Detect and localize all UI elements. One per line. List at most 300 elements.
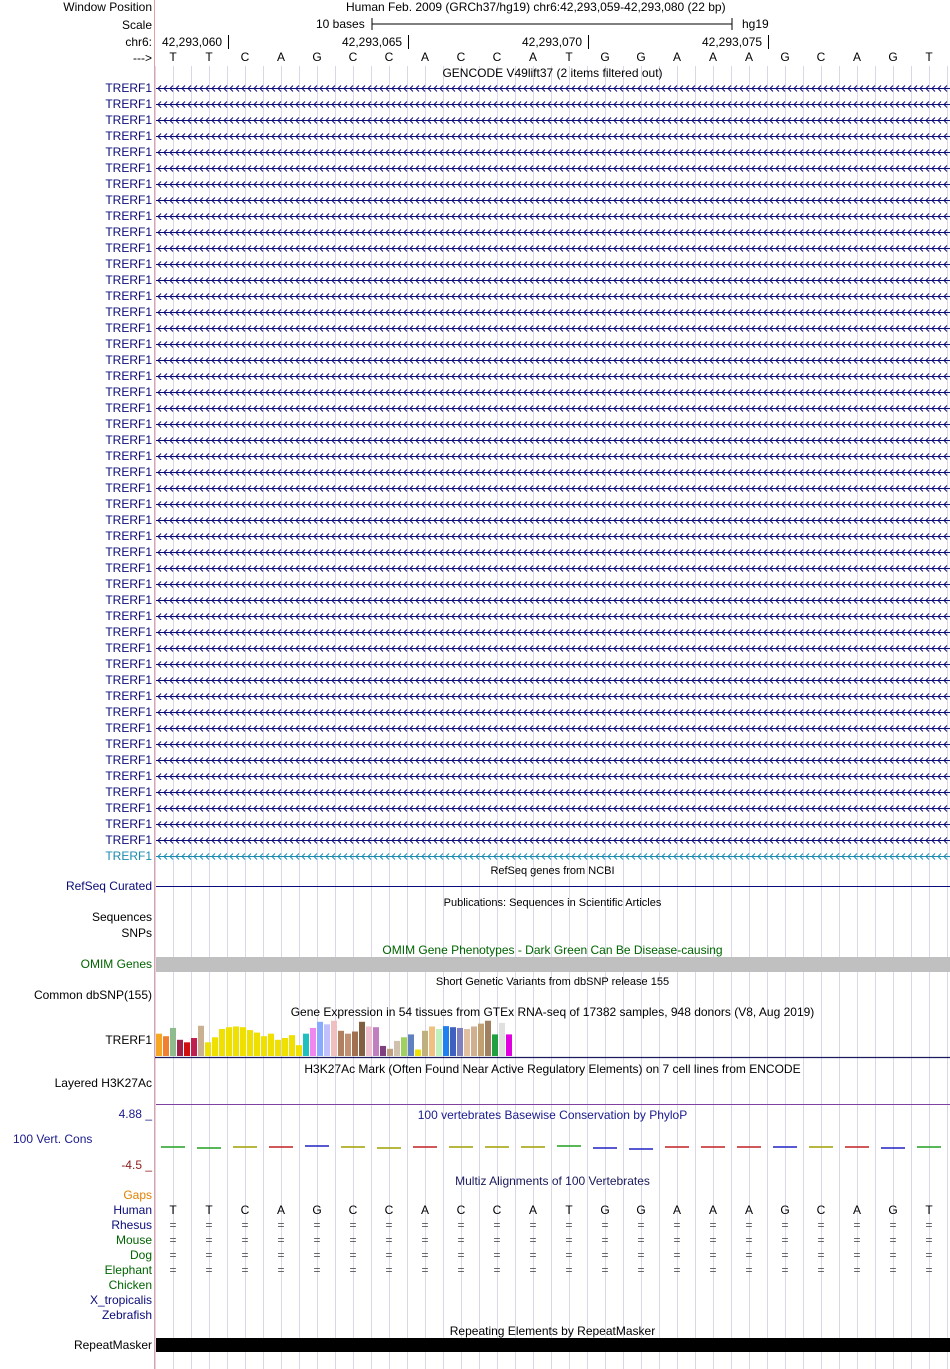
gtex-tissue-bar	[191, 1038, 197, 1056]
multiz-match-mark: =	[853, 1233, 861, 1247]
coordinate-tick	[228, 35, 229, 49]
multiz-base-letter: T	[925, 1203, 933, 1217]
base-letter: C	[492, 50, 502, 64]
species-label[interactable]: Elephant	[104, 1263, 152, 1277]
phylop-track-title: 100 vertebrates Basewise Conservation by PhyloP	[417, 1108, 688, 1122]
gtex-tissue-bar	[408, 1034, 414, 1056]
species-label[interactable]: Zebrafish	[101, 1308, 152, 1322]
gencode-transcript-row[interactable]	[0, 672, 950, 688]
gencode-gene-label[interactable]: TRERF1	[105, 209, 152, 223]
multiz-match-mark: =	[817, 1248, 825, 1262]
gencode-gene-label[interactable]: TRERF1	[105, 689, 152, 703]
multiz-base-letter: A	[528, 1203, 537, 1217]
coordinate-label: 42,293,065	[342, 35, 403, 49]
gencode-gene-label[interactable]: TRERF1	[105, 321, 152, 335]
multiz-match-mark: =	[709, 1248, 717, 1262]
gencode-intron-line	[156, 816, 950, 832]
multiz-match-mark: =	[637, 1218, 645, 1232]
multiz-match-mark: =	[637, 1233, 645, 1247]
gtex-tissue-bar	[352, 1032, 358, 1056]
gencode-transcript-row[interactable]	[0, 608, 950, 624]
gencode-gene-label[interactable]: TRERF1	[105, 433, 152, 447]
gencode-transcript-row[interactable]	[0, 416, 950, 432]
gencode-transcript-row[interactable]	[0, 432, 950, 448]
multiz-base-letter: G	[888, 1203, 898, 1217]
gencode-transcript-row[interactable]	[0, 352, 950, 368]
gencode-track-title: GENCODE V49lift37 (2 items filtered out)	[442, 66, 663, 80]
multiz-base-letter: C	[384, 1203, 394, 1217]
base-letter: T	[925, 50, 933, 64]
gtex-tissue-bar	[499, 1023, 505, 1056]
gencode-gene-label[interactable]: TRERF1	[105, 497, 152, 511]
multiz-base-letter: C	[348, 1203, 358, 1217]
multiz-match-mark: =	[277, 1218, 285, 1232]
gencode-transcript-row[interactable]	[0, 656, 950, 672]
gencode-gene-label[interactable]: TRERF1	[105, 673, 152, 687]
multiz-match-mark: =	[529, 1263, 537, 1277]
refseq-gene-line[interactable]	[156, 886, 950, 887]
gencode-transcript-row[interactable]	[0, 528, 950, 544]
gencode-gene-label[interactable]: TRERF1	[105, 609, 152, 623]
gencode-intron-line	[156, 592, 950, 608]
base-letter: T	[169, 50, 177, 64]
gencode-transcript-row[interactable]	[0, 464, 950, 480]
base-letter: C	[816, 50, 826, 64]
phylop-max-label: 4.88 _	[118, 1107, 152, 1121]
gencode-intron-line	[156, 400, 950, 416]
publications-track-title: Publications: Sequences in Scientific Articles	[443, 897, 662, 909]
multiz-match-mark: =	[493, 1218, 501, 1232]
coordinate-tick	[588, 35, 589, 49]
coordinate-tick	[408, 35, 409, 49]
multiz-match-mark: =	[421, 1218, 429, 1232]
gtex-tissue-bar	[177, 1040, 183, 1056]
multiz-base-letter: G	[600, 1203, 610, 1217]
gencode-gene-label[interactable]: TRERF1	[105, 785, 152, 799]
gtex-tissue-bar	[233, 1026, 239, 1056]
gencode-transcript-row[interactable]	[0, 832, 950, 848]
gtex-tissue-bar	[471, 1026, 477, 1056]
gencode-gene-label[interactable]: TRERF1	[105, 177, 152, 191]
h3k27ac-track-title: H3K27Ac Mark (Often Found Near Active Regulatory Elements) on 7 cell lines from ENCODE	[304, 1062, 801, 1076]
gencode-gene-label[interactable]: TRERF1	[105, 305, 152, 319]
multiz-match-mark: =	[241, 1263, 249, 1277]
species-label[interactable]: Dog	[129, 1248, 152, 1262]
gencode-gene-label[interactable]: TRERF1	[105, 129, 152, 143]
gencode-transcript-row[interactable]	[0, 688, 950, 704]
gencode-transcript-row[interactable]	[0, 848, 950, 864]
multiz-match-mark: =	[781, 1263, 789, 1277]
multiz-match-mark: =	[493, 1233, 501, 1247]
gencode-gene-label[interactable]: TRERF1	[105, 481, 152, 495]
multiz-match-mark: =	[205, 1263, 213, 1277]
multiz-base-letter: T	[169, 1203, 177, 1217]
gencode-intron-line	[156, 320, 950, 336]
gencode-intron-line	[156, 752, 950, 768]
base-letter: A	[708, 50, 717, 64]
gtex-tissue-bar	[247, 1030, 253, 1056]
h3k27ac-track-label[interactable]: Layered H3K27Ac	[54, 1076, 152, 1090]
multiz-match-mark: =	[421, 1263, 429, 1277]
multiz-base-letter: C	[456, 1203, 466, 1217]
gencode-transcript-row[interactable]	[0, 496, 950, 512]
gtex-expression-chart[interactable]	[155, 1018, 950, 1060]
gtex-tissue-bar	[240, 1027, 246, 1056]
coordinate-label: 42,293,070	[522, 35, 583, 49]
gtex-tissue-bar	[331, 1021, 337, 1056]
gencode-transcript-row[interactable]	[0, 704, 950, 720]
gencode-intron-line	[156, 80, 950, 96]
gaps-label: Gaps	[123, 1188, 152, 1202]
gencode-intron-line	[156, 576, 950, 592]
gtex-tissue-bar	[436, 1029, 442, 1056]
gencode-intron-line	[156, 256, 950, 272]
multiz-match-mark: =	[385, 1263, 393, 1277]
gencode-transcript-row[interactable]	[0, 176, 950, 192]
gencode-transcript-row[interactable]	[0, 480, 950, 496]
gencode-transcript-row[interactable]	[0, 640, 950, 656]
gencode-gene-label[interactable]: TRERF1	[105, 241, 152, 255]
gencode-intron-line	[156, 176, 950, 192]
snps-track-label[interactable]: SNPs	[121, 926, 152, 940]
gencode-gene-label[interactable]: TRERF1	[105, 353, 152, 367]
species-label[interactable]: Rhesus	[111, 1218, 152, 1232]
gtex-tissue-bar	[394, 1041, 400, 1056]
gencode-transcript-row[interactable]	[0, 400, 950, 416]
gencode-transcript-row[interactable]	[0, 288, 950, 304]
multiz-match-mark: =	[205, 1248, 213, 1262]
gencode-gene-label[interactable]: TRERF1	[105, 81, 152, 95]
gencode-transcript-row[interactable]	[0, 144, 950, 160]
gtex-track-title: Gene Expression in 54 tissues from GTEx RNA-seq of 17382 samples, 948 donors (V8, Aug 2019)	[290, 1005, 815, 1019]
gencode-intron-line	[156, 784, 950, 800]
base-letter: A	[420, 50, 429, 64]
gencode-intron-line	[156, 736, 950, 752]
refseq-track-title: RefSeq genes from NCBI	[490, 865, 615, 877]
multiz-match-mark: =	[565, 1263, 573, 1277]
gencode-intron-line	[156, 96, 950, 112]
base-letter: C	[384, 50, 394, 64]
gencode-gene-label[interactable]: TRERF1	[105, 161, 152, 175]
gencode-intron-line	[156, 672, 950, 688]
multiz-base-letter: A	[276, 1203, 285, 1217]
multiz-match-mark: =	[457, 1248, 465, 1262]
gencode-transcript-row[interactable]	[0, 224, 950, 240]
gencode-gene-label[interactable]: TRERF1	[105, 849, 152, 863]
gtex-tissue-bar	[380, 1046, 386, 1056]
gencode-gene-label[interactable]: TRERF1	[105, 657, 152, 671]
omim-track-title: OMIM Gene Phenotypes - Dark Green Can Be Disease-causing	[382, 943, 723, 957]
gencode-transcript-row[interactable]	[0, 256, 950, 272]
gencode-gene-label[interactable]: TRERF1	[105, 641, 152, 655]
gencode-transcript-row[interactable]	[0, 736, 950, 752]
gencode-transcript-row[interactable]	[0, 576, 950, 592]
multiz-match-mark: =	[349, 1263, 357, 1277]
multiz-base-letter: A	[708, 1203, 717, 1217]
gencode-transcript-row[interactable]	[0, 816, 950, 832]
gtex-tissue-bar	[422, 1031, 428, 1056]
gtex-tissue-bar	[156, 1034, 162, 1056]
gencode-transcript-row[interactable]	[0, 800, 950, 816]
base-letter: A	[528, 50, 537, 64]
gencode-transcript-row[interactable]	[0, 544, 950, 560]
h3k27ac-baseline	[156, 1104, 950, 1105]
gtex-tissue-bar	[261, 1036, 267, 1056]
base-letter: C	[456, 50, 466, 64]
gencode-intron-line	[156, 512, 950, 528]
multiz-match-mark: =	[565, 1218, 573, 1232]
sequences-track-label[interactable]: Sequences	[91, 910, 152, 924]
omim-track-label[interactable]: OMIM Genes	[80, 957, 152, 971]
gencode-transcript-row[interactable]	[0, 560, 950, 576]
multiz-match-mark: =	[313, 1218, 321, 1232]
repeatmasker-track-label[interactable]: RepeatMasker	[73, 1338, 152, 1352]
gtex-tissue-bar	[324, 1024, 330, 1056]
multiz-match-mark: =	[349, 1233, 357, 1247]
multiz-match-mark: =	[385, 1233, 393, 1247]
multiz-match-mark: =	[169, 1233, 177, 1247]
gencode-gene-label[interactable]: TRERF1	[105, 401, 152, 415]
gencode-gene-label[interactable]: TRERF1	[105, 257, 152, 271]
gencode-gene-label[interactable]: TRERF1	[105, 289, 152, 303]
coordinate-label: 42,293,075	[702, 35, 763, 49]
multiz-base-letter: A	[852, 1203, 861, 1217]
gencode-transcript-row[interactable]	[0, 624, 950, 640]
multiz-match-mark: =	[709, 1233, 717, 1247]
gencode-gene-label[interactable]: TRERF1	[105, 737, 152, 751]
multiz-match-mark: =	[745, 1263, 753, 1277]
multiz-match-mark: =	[601, 1218, 609, 1232]
gtex-tissue-bar	[345, 1034, 351, 1056]
gencode-intron-line	[156, 224, 950, 240]
multiz-match-mark: =	[925, 1218, 933, 1232]
gencode-gene-label[interactable]: TRERF1	[105, 97, 152, 111]
gencode-gene-label[interactable]: TRERF1	[105, 193, 152, 207]
gencode-transcript-row[interactable]	[0, 384, 950, 400]
multiz-match-mark: =	[781, 1218, 789, 1232]
gtex-tissue-bar	[282, 1038, 288, 1056]
gencode-gene-label[interactable]: TRERF1	[105, 417, 152, 431]
gencode-transcript-row[interactable]	[0, 592, 950, 608]
base-letter: A	[744, 50, 753, 64]
dbsnp-track-title: Short Genetic Variants from dbSNP release 155	[435, 976, 670, 988]
phylop-track-label[interactable]: 100 Vert. Cons	[13, 1132, 93, 1146]
gencode-intron-line	[156, 192, 950, 208]
multiz-match-mark: =	[349, 1218, 357, 1232]
gencode-intron-line	[156, 128, 950, 144]
refseq-track-label[interactable]: RefSeq Curated	[65, 879, 152, 893]
gtex-tissue-bar	[219, 1029, 225, 1056]
gencode-gene-label[interactable]: TRERF1	[105, 545, 152, 559]
gtex-tissue-bar	[303, 1034, 309, 1056]
gtex-tissue-bar	[485, 1021, 491, 1056]
phylop-conservation-plot[interactable]	[155, 1138, 950, 1158]
multiz-match-mark: =	[241, 1248, 249, 1262]
omim-gene-bar[interactable]	[156, 957, 950, 972]
dbsnp-track-label[interactable]: Common dbSNP(155)	[33, 988, 152, 1002]
gencode-intron-line	[156, 560, 950, 576]
base-letter: G	[780, 50, 790, 64]
coordinate-label: 42,293,060	[162, 35, 223, 49]
multiz-match-mark: =	[745, 1218, 753, 1232]
gencode-gene-label[interactable]: TRERF1	[105, 369, 152, 383]
gencode-transcript-row[interactable]	[0, 784, 950, 800]
multiz-match-mark: =	[637, 1263, 645, 1277]
species-label[interactable]: X_tropicalis	[89, 1293, 152, 1307]
gencode-gene-label[interactable]: TRERF1	[105, 753, 152, 767]
multiz-match-mark: =	[385, 1248, 393, 1262]
multiz-base-letter: G	[780, 1203, 790, 1217]
gencode-intron-line	[156, 704, 950, 720]
multiz-match-mark: =	[349, 1248, 357, 1262]
gtex-tissue-bar	[268, 1034, 274, 1056]
gencode-transcript-row[interactable]	[0, 96, 950, 112]
coordinate-tick	[768, 35, 769, 49]
gencode-intron-line	[156, 144, 950, 160]
gencode-intron-line	[156, 272, 950, 288]
multiz-match-mark: =	[529, 1218, 537, 1232]
multiz-match-mark: =	[637, 1248, 645, 1262]
multiz-base-letter: C	[816, 1203, 826, 1217]
gencode-transcript-row[interactable]	[0, 336, 950, 352]
repeatmasker-element-bar[interactable]	[156, 1338, 950, 1352]
gencode-gene-label[interactable]: TRERF1	[105, 561, 152, 575]
multiz-match-mark: =	[169, 1263, 177, 1277]
gtex-tissue-bar	[429, 1026, 435, 1056]
gencode-transcript-row[interactable]	[0, 752, 950, 768]
strand-label: --->	[133, 51, 152, 65]
multiz-match-mark: =	[565, 1233, 573, 1247]
gencode-intron-line	[156, 208, 950, 224]
multiz-match-mark: =	[565, 1248, 573, 1262]
base-letter: A	[852, 50, 861, 64]
gencode-gene-label[interactable]: TRERF1	[105, 273, 152, 287]
gencode-transcript-row[interactable]	[0, 192, 950, 208]
gencode-gene-label[interactable]: TRERF1	[105, 385, 152, 399]
multiz-match-mark: =	[205, 1218, 213, 1232]
gencode-gene-label[interactable]: TRERF1	[105, 593, 152, 607]
gencode-gene-label[interactable]: TRERF1	[105, 817, 152, 831]
multiz-match-mark: =	[601, 1263, 609, 1277]
multiz-match-mark: =	[925, 1248, 933, 1262]
base-letter: G	[312, 50, 322, 64]
gencode-gene-label[interactable]: TRERF1	[105, 145, 152, 159]
gencode-intron-line	[156, 848, 950, 864]
gencode-gene-label[interactable]: TRERF1	[105, 833, 152, 847]
gencode-gene-label[interactable]: TRERF1	[105, 465, 152, 479]
gencode-transcript-row[interactable]	[0, 240, 950, 256]
gtex-tissue-bar	[478, 1024, 484, 1056]
gencode-transcript-row[interactable]	[0, 368, 950, 384]
multiz-match-mark: =	[313, 1248, 321, 1262]
base-letter: T	[205, 50, 213, 64]
phylop-min-label: -4.5 _	[121, 1158, 152, 1172]
gencode-intron-line	[156, 352, 950, 368]
gencode-transcript-row[interactable]	[0, 112, 950, 128]
multiz-match-mark: =	[277, 1263, 285, 1277]
species-label[interactable]: Chicken	[108, 1278, 152, 1292]
multiz-match-mark: =	[745, 1233, 753, 1247]
gencode-gene-label[interactable]: TRERF1	[105, 705, 152, 719]
gtex-tissue-bar	[387, 1049, 393, 1056]
gencode-transcript-row[interactable]	[0, 272, 950, 288]
gencode-transcript-row[interactable]	[0, 80, 950, 96]
multiz-match-mark: =	[385, 1218, 393, 1232]
multiz-match-mark: =	[313, 1233, 321, 1247]
multiz-match-mark: =	[673, 1248, 681, 1262]
gtex-tissue-bar	[275, 1040, 281, 1056]
multiz-match-mark: =	[457, 1263, 465, 1277]
base-letter: G	[636, 50, 646, 64]
gtex-tissue-bar	[198, 1026, 204, 1056]
multiz-match-mark: =	[457, 1233, 465, 1247]
gtex-tissue-bar	[415, 1050, 421, 1056]
multiz-match-mark: =	[241, 1218, 249, 1232]
gencode-gene-label[interactable]: TRERF1	[105, 721, 152, 735]
gencode-gene-label[interactable]: TRERF1	[105, 113, 152, 127]
gencode-transcript-row[interactable]	[0, 768, 950, 784]
gencode-intron-line	[156, 112, 950, 128]
gencode-gene-label[interactable]: TRERF1	[105, 625, 152, 639]
gencode-transcript-row[interactable]	[0, 320, 950, 336]
gencode-gene-label[interactable]: TRERF1	[105, 337, 152, 351]
multiz-base-letter: A	[420, 1203, 429, 1217]
base-letter: G	[600, 50, 610, 64]
multiz-match-mark: =	[421, 1233, 429, 1247]
scale-bar	[370, 16, 740, 32]
gencode-transcript-row[interactable]	[0, 128, 950, 144]
multiz-match-mark: =	[817, 1218, 825, 1232]
gencode-transcript-row[interactable]	[0, 512, 950, 528]
gencode-transcript-row[interactable]	[0, 304, 950, 320]
gencode-gene-label[interactable]: TRERF1	[105, 449, 152, 463]
multiz-base-letter: T	[205, 1203, 213, 1217]
base-letter: C	[240, 50, 250, 64]
species-label[interactable]: Mouse	[115, 1233, 152, 1247]
gencode-intron-line	[156, 432, 950, 448]
base-letter: T	[565, 50, 573, 64]
multiz-match-mark: =	[889, 1263, 897, 1277]
gencode-gene-label[interactable]: TRERF1	[105, 769, 152, 783]
gencode-transcript-row[interactable]	[0, 448, 950, 464]
multiz-match-mark: =	[889, 1218, 897, 1232]
gencode-gene-label[interactable]: TRERF1	[105, 513, 152, 527]
gencode-intron-line	[156, 800, 950, 816]
multiz-match-mark: =	[169, 1248, 177, 1262]
gencode-transcript-row[interactable]	[0, 720, 950, 736]
gencode-gene-label[interactable]: TRERF1	[105, 529, 152, 543]
gencode-intron-line	[156, 624, 950, 640]
gencode-gene-label[interactable]: TRERF1	[105, 577, 152, 591]
gencode-intron-line	[156, 496, 950, 512]
gencode-transcript-row[interactable]	[0, 160, 950, 176]
gencode-intron-line	[156, 160, 950, 176]
gtex-tissue-bar	[317, 1022, 323, 1056]
species-label[interactable]: Human	[113, 1203, 152, 1217]
chrom-label: chr6:	[125, 35, 152, 49]
gtex-tissue-bar	[450, 1027, 456, 1056]
multiz-match-mark: =	[529, 1233, 537, 1247]
multiz-base-letter: G	[312, 1203, 322, 1217]
gencode-transcript-row[interactable]	[0, 208, 950, 224]
gencode-gene-label[interactable]: TRERF1	[105, 225, 152, 239]
gtex-tissue-bar	[401, 1037, 407, 1056]
gencode-gene-label[interactable]: TRERF1	[105, 801, 152, 815]
gtex-track-label[interactable]: TRERF1	[105, 1033, 152, 1047]
multiz-match-mark: =	[673, 1233, 681, 1247]
multiz-base-letter: C	[240, 1203, 250, 1217]
multiz-base-letter: A	[744, 1203, 753, 1217]
